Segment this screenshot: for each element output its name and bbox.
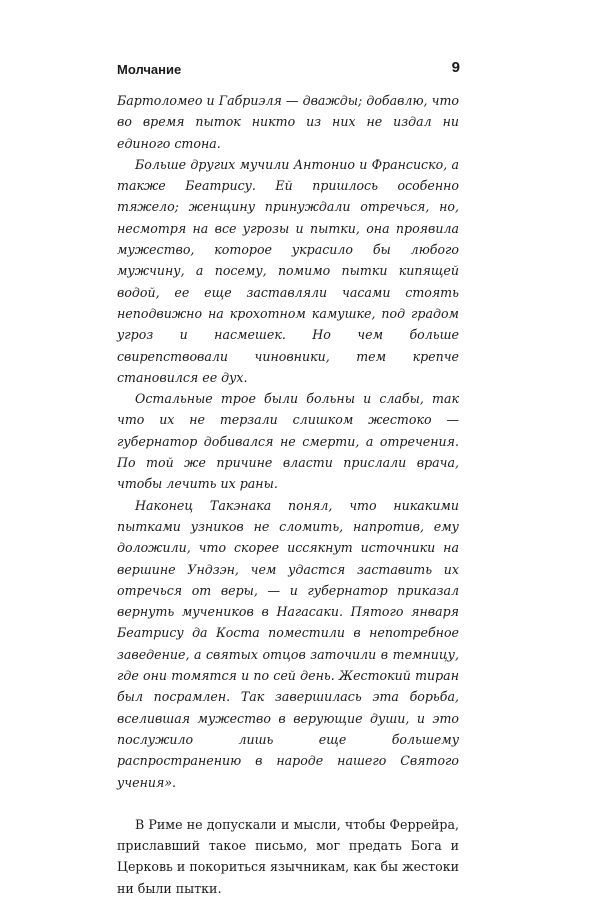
page-number: 9 [451, 59, 460, 76]
letter-paragraph: Бартоломео и Габриэля — дважды; добавлю, что во время пыток никто из них не издал ни единого стона. [117, 93, 459, 151]
quoted-letter [117, 90, 459, 793]
letter-paragraph: Наконец Такэнака понял, что никакими пытками узников не сломить, напротив, ему доложили, что скорее иссякнут источники на вершине Ундзэн, чем удастся заставить их отречься от веры, — и губернатор приказал вернуть мучеников в Нагасаки. Пятого января Беатрису да Коста поместили в непотребное заведение, а святых отцов заточили в темницу, где они томятся и по сей день. Жестокий тиран был посрамлен. Так завершилась эта борьба, вселившая мужество в верующие души, и это послужило лишь еще большему распространению в народе нашего Святого учения». [117, 497, 459, 790]
running-head [117, 60, 460, 80]
narrative [117, 814, 459, 899]
letter-paragraph: Больше других мучили Антонио и Франсиско, а также Беатрису. Ей пришлось особенно тяжело; женщину принуждали отречься, но, несмотря на все угрозы и пытки, она проявила мужество, которое украсило бы любого мужчину, а посему, помимо пытки кипящей водой, ее еще заставляли часами стоять неподвижно на крохотном камушке, под градом угроз и насмешек. Но чем больше свирепствовали чиновники, тем крепче становился ее дух. [117, 156, 459, 385]
narrative-paragraph: В Риме не допускали и мысли, чтобы Феррейра, приславший такое письмо, мог предать Бога и Церковь и покориться язычникам, как бы жестоки ни были пытки. [117, 816, 459, 896]
body-text [117, 90, 459, 899]
letter-paragraph: Остальные трое были больны и слабы, так что их не терзали слишком жестоко — губернатор добивался не смерти, а отречения. По той же причине власти прислали врача, чтобы лечить их раны. [117, 391, 459, 492]
running-title: Молчание [117, 62, 182, 77]
